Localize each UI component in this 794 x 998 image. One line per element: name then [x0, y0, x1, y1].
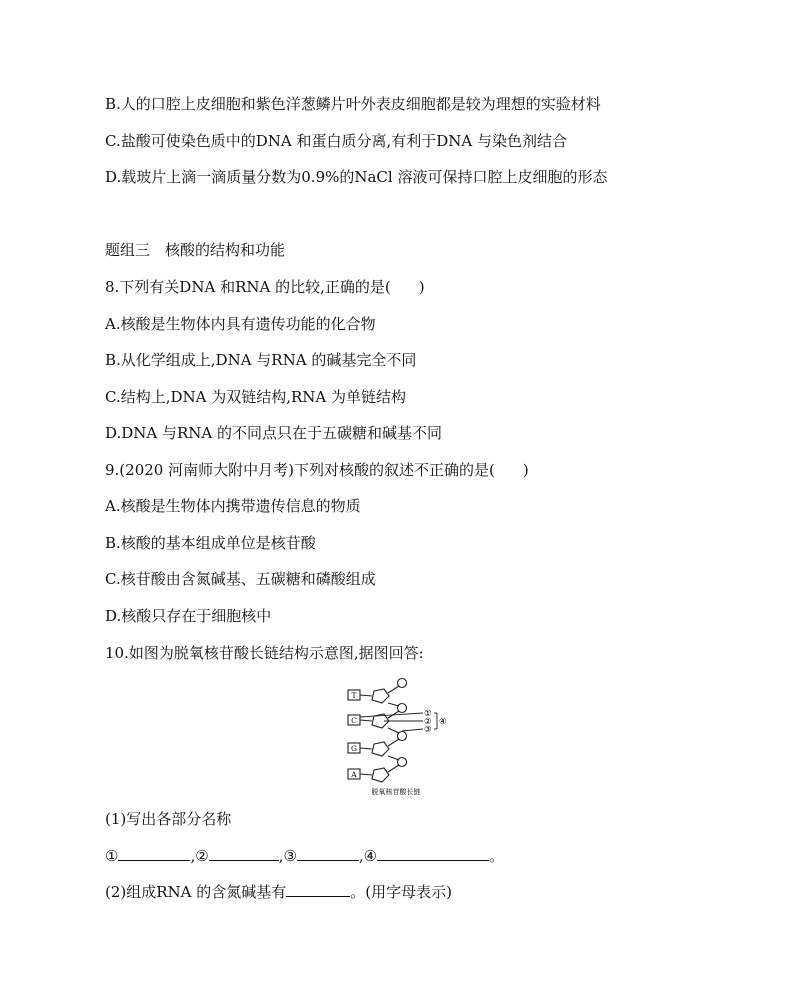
answer-label-3: ,③ — [278, 847, 297, 865]
base-label-a: A — [351, 770, 357, 779]
answer-blank-1[interactable] — [118, 846, 190, 861]
answer-blank-4[interactable] — [377, 846, 489, 861]
answer-blank-3[interactable] — [297, 846, 359, 861]
answer-label-1: ① — [105, 847, 119, 865]
q9-option-d: D.核酸只存在于细胞核中 — [105, 607, 272, 625]
sugar-pentagon — [372, 742, 389, 756]
marker-3: ③ — [424, 725, 432, 735]
base-label-t: T — [351, 691, 357, 700]
q9-stem — [105, 460, 529, 480]
q9-option-c: C.核苷酸由含氮碱基、五碳糖和磷酸组成 — [105, 570, 376, 588]
q9-option-b: B.核酸的基本组成单位是核苷酸 — [105, 534, 316, 552]
answer-end: 。 — [489, 847, 505, 865]
q8-option-b: B.从化学组成上,DNA 与RNA 的碱基完全不同 — [105, 351, 417, 369]
marker-1: ① — [424, 709, 432, 719]
q8-option-a: A.核酸是生物体内具有遗传功能的化合物 — [105, 315, 376, 333]
marker-2: ② — [424, 717, 432, 727]
q9-option-a: A.核酸是生物体内携带遗传信息的物质 — [105, 497, 361, 515]
sugar-pentagon — [372, 768, 389, 782]
deoxynucleotide-chain-figure — [338, 676, 458, 800]
q9-stem-text: 9.(2020 河南师大附中月考)下列对核酸的叙述不正确的是( — [105, 461, 495, 479]
marker-4: ④ — [439, 717, 447, 727]
answer-label-4: ,④ — [358, 847, 378, 865]
q10-sub1-answers — [105, 846, 504, 866]
q8-option-d: D.DNA 与RNA 的不同点只在于五碳糖和碱基不同 — [105, 424, 443, 442]
figure-caption: 脱氧核苷酸长链 — [371, 788, 421, 796]
answer-blank-5[interactable] — [286, 882, 350, 897]
answer-label-2: ,② — [190, 847, 209, 865]
q8-stem — [105, 277, 425, 297]
q10-sub2 — [105, 882, 452, 902]
q9-stem-close: ) — [522, 461, 529, 479]
q8-stem-text: 8.下列有关DNA 和RNA 的比较,正确的是( — [105, 278, 391, 296]
q8-stem-close: ) — [418, 278, 425, 296]
base-label-g: G — [351, 744, 357, 753]
option-d-prev: D.载玻片上滴一滴质量分数为0.9%的NaCl 溶液可保持口腔上皮细胞的形态 — [105, 168, 608, 186]
q10-sub2-text: (2)组成RNA 的含氮碱基有 — [105, 883, 287, 901]
option-c-prev: C.盐酸可使染色质中的DNA 和蛋白质分离,有利于DNA 与染色剂结合 — [105, 132, 567, 150]
option-b-prev: B.人的口腔上皮细胞和紫色洋葱鳞片叶外表皮细胞都是较为理想的实验材料 — [105, 95, 601, 113]
base-label-c: C — [351, 716, 357, 725]
answer-blank-2[interactable] — [209, 846, 279, 861]
section-title: 题组三 核酸的结构和功能 — [105, 241, 286, 259]
q10-stem: 10.如图为脱氧核苷酸长链结构示意图,据图回答: — [105, 644, 424, 662]
q8-option-c: C.结构上,DNA 为双链结构,RNA 为单链结构 — [105, 388, 407, 406]
q10-sub1-title: (1)写出各部分名称 — [105, 810, 232, 828]
q10-sub2-tail: 。(用字母表示) — [350, 883, 452, 901]
sugar-pentagon — [372, 689, 389, 703]
